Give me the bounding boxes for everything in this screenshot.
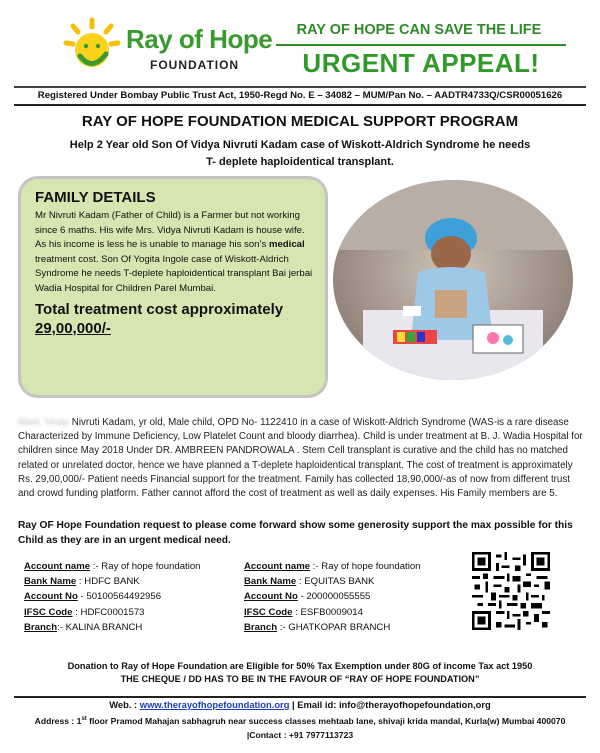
footer-address bbox=[0, 712, 600, 742]
account-no-value: - 50100564492956 bbox=[77, 591, 162, 603]
help-line-2: T- deplete haploidentical transplant. bbox=[206, 156, 394, 168]
sun-face-logo-icon bbox=[62, 16, 122, 76]
family-text-part-1: Mr Nivruti Kadam (Father of Child) is a Farmer but not working since 6 maths. His wife Mrs. Vidya Nivruti Kadam is house wife. As his income is less he is unable to manage his son’s bbox=[35, 210, 305, 251]
bank-details-equitas bbox=[244, 559, 464, 635]
family-details-text bbox=[35, 209, 315, 297]
branch-value: :- KALINA BRANCH bbox=[57, 621, 143, 633]
urgent-appeal-heading: URGENT APPEAL! bbox=[302, 48, 540, 78]
ifsc-value: : ESFB0009014 bbox=[292, 606, 363, 618]
divider-top bbox=[14, 86, 586, 88]
footer-divider bbox=[14, 696, 586, 698]
ifsc-label: IFSC Code bbox=[24, 606, 73, 618]
branch-label: Branch bbox=[244, 621, 278, 633]
logo-subtitle: FOUNDATION bbox=[150, 58, 240, 72]
family-details-title: FAMILY DETAILS bbox=[35, 189, 156, 206]
account-name-label: Account name bbox=[24, 561, 91, 572]
family-text-bold: medical bbox=[268, 239, 305, 251]
redacted-name: Mast. Vinay bbox=[18, 417, 70, 428]
bank-name-label: Bank Name bbox=[244, 576, 297, 588]
foundation-logo bbox=[62, 16, 282, 76]
help-heading bbox=[40, 137, 560, 171]
web-label: Web. : bbox=[109, 699, 140, 710]
divider-bottom bbox=[14, 104, 586, 106]
qr-code-icon[interactable] bbox=[472, 552, 550, 630]
help-line-1: Help 2 Year old Son Of Vidya Nivruti Kadam case of Wiskott-Aldrich Syndrome he needs bbox=[69, 139, 531, 151]
contact-line: |Contact : +91 7977113723 bbox=[246, 729, 354, 740]
bank-name-label: Bank Name bbox=[24, 576, 77, 588]
family-text-part-2: treatment cost. Son Of Yogita Ingole case of Wiskott-Aldrich Syndrome he needs T-deplete haploidentical transplant Bai jerbai Wadia Hospital for Children Parel Mumbai. bbox=[35, 253, 313, 294]
total-cost-value: 29,00,000/- bbox=[35, 319, 111, 337]
ifsc-label: IFSC Code bbox=[244, 606, 293, 618]
account-no-value: - 200000055555 bbox=[297, 591, 371, 603]
case-description bbox=[18, 416, 586, 501]
branch-label: Branch bbox=[24, 621, 58, 633]
family-details-box bbox=[18, 176, 328, 398]
child-photo bbox=[333, 180, 573, 380]
program-title: RAY OF HOPE FOUNDATION MEDICAL SUPPORT PROGRAM bbox=[81, 113, 519, 130]
registration-line: Registered Under Bombay Public Trust Act, 1950-Regd No. E – 34082 – MUM/Pan No. – AADTR4733Q/CSR00051626 bbox=[37, 90, 563, 101]
account-name-label: Account name bbox=[244, 561, 311, 572]
ifsc-value: : HDFC0001573 bbox=[72, 606, 145, 618]
account-no-label: Account No bbox=[244, 591, 298, 603]
total-cost-label: Total treatment cost approximately bbox=[35, 300, 284, 318]
tagline-divider bbox=[276, 44, 566, 46]
bank-name-value: : HDFC BANK bbox=[76, 576, 140, 588]
logo-title: Ray of Hope bbox=[126, 24, 273, 54]
tagline: RAY OF HOPE CAN SAVE THE LIFE bbox=[296, 22, 542, 38]
address-line bbox=[0, 712, 600, 728]
account-no-label: Account No bbox=[24, 591, 78, 603]
account-name-value: :- Ray of hope foundation bbox=[90, 561, 201, 572]
cheque-favour-line: THE CHEQUE / DD HAS TO BE IN THE FAVOUR OF “RAY OF HOPE FOUNDATION” bbox=[120, 674, 480, 684]
email-text: | Email id: info@therayofhopefoundation,org bbox=[289, 699, 491, 710]
support-request: Ray OF Hope Foundation request to please come forward show some generosity support the max possible for this Child as they are in an urgent medical need. bbox=[18, 520, 573, 546]
branch-value: :- GHATKOPAR BRANCH bbox=[277, 621, 391, 633]
header bbox=[0, 0, 600, 90]
address-prefix: Address : 1 bbox=[34, 715, 82, 726]
address-sup: st bbox=[81, 716, 87, 722]
account-name-value: :- Ray of hope foundation bbox=[310, 561, 421, 572]
donation-info bbox=[0, 660, 600, 686]
bank-name-value: : EQUITAS BANK bbox=[296, 576, 375, 588]
bank-details-hdfc bbox=[24, 559, 244, 635]
tax-exemption-line: Donation to Ray of Hope Foundation are Eligible for 50% Tax Exemption under 80G of income Tax act 1950 bbox=[67, 661, 533, 671]
footer-web-email bbox=[0, 699, 600, 710]
address-rest: floor Pramod Mahajan sabhagruh near success classes mehtaab lane, shivaji krida mandal, Kurla(w) Mumbai 400070 bbox=[86, 715, 566, 726]
website-link[interactable]: www.therayofhopefoundation.org bbox=[139, 699, 290, 710]
case-description-text: Nivruti Kadam, yr old, Male child, OPD No- 1122410 in a case of Wiskott-Aldrich Syndrome (WAS-is a rare disease Characterized by Immune Deficiency, Low Platelet Count and bloody diarrhea). Child is under treatment at B. J. Wadia Hospital for children since May 2018 Under DR. AMBREEN PANDROWALA . Stem Cell transplant is curative and the child has no matched related or unrelated doctor, hence we have planned a T-deplete haploidentical transplant. The cost of treatment is approximately Rs. 29,00,000/- Patient needs Financial support for the treatment. Family has collected 18,90,000/-as of now from different trust and crowd funding platform. Father cannot afford the cost of treatment as well as daily expenses. His Family members are 5. bbox=[18, 417, 583, 500]
